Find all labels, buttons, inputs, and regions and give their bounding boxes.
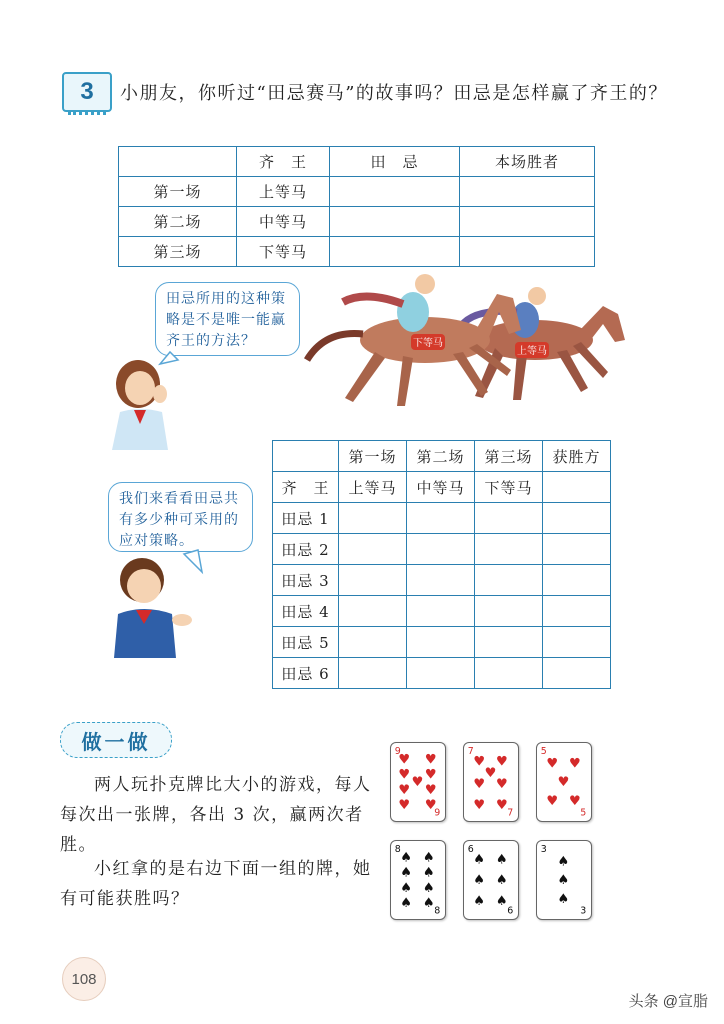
- table-cell: [475, 627, 543, 658]
- card-rank: 9: [394, 746, 401, 758]
- table-cell: 中等马: [237, 207, 330, 237]
- table-cell: [543, 472, 611, 503]
- table-cell: [475, 534, 543, 565]
- spade-pip-icon: ♠: [557, 892, 570, 908]
- table-cell: [543, 503, 611, 534]
- heart-pip-icon: ♥: [495, 777, 508, 793]
- spade-pip-icon: ♠: [400, 895, 413, 911]
- table-cell: 第一场: [119, 177, 237, 207]
- table-cell: [407, 658, 475, 689]
- heart-pip-icon: ♥: [398, 767, 411, 783]
- table-cell: [330, 237, 460, 267]
- heart-pip-icon: ♥: [424, 782, 437, 798]
- table-row: [119, 207, 595, 237]
- table-cell: 上等马: [237, 177, 330, 207]
- heart-pip-icon: ♥: [473, 754, 486, 770]
- spade-pip-icon: ♠: [422, 865, 435, 881]
- header-cell: 田 忌: [330, 147, 460, 177]
- spade-pip-icon: ♠: [422, 850, 435, 866]
- table-cell: [339, 658, 407, 689]
- header-cell: [119, 147, 237, 177]
- heart-pip-icon: ♥: [495, 797, 508, 813]
- spade-pip-icon: ♠: [495, 894, 508, 910]
- match-table-header: [119, 147, 595, 177]
- playing-card-heart-5: [536, 742, 592, 822]
- table-cell: [543, 658, 611, 689]
- match-table: [118, 146, 595, 267]
- table-cell: 下等马: [475, 472, 543, 503]
- card-rank: 7: [507, 807, 514, 819]
- table-row: [273, 534, 611, 565]
- activity-tag: 做一做: [60, 722, 172, 758]
- card-rank: 6: [467, 844, 474, 856]
- table-cell: 田忌 3: [273, 565, 339, 596]
- speech-bubble-boy: 我们来看看田忌共有多少种可采用的应对策略。: [108, 482, 253, 552]
- heart-pip-icon: ♥: [546, 794, 559, 810]
- spade-pip-icon: ♠: [495, 852, 508, 868]
- strategy-table-header: [273, 441, 611, 472]
- table-cell: 田忌 2: [273, 534, 339, 565]
- header-cell: [273, 441, 339, 472]
- table-row: [273, 472, 611, 503]
- header-cell: 获胜方: [543, 441, 611, 472]
- table-cell: [407, 534, 475, 565]
- speech-bubble-girl: 田忌所用的这种策略是不是唯一能赢齐王的方法？: [155, 282, 300, 356]
- table-cell: 齐 王: [273, 472, 339, 503]
- spade-pip-icon: ♠: [557, 854, 570, 870]
- spade-pip-icon: ♠: [473, 852, 486, 868]
- playing-card-spade-3: [536, 840, 592, 920]
- heart-pip-icon: ♥: [473, 797, 486, 813]
- card-rank: 9: [434, 807, 441, 819]
- heart-pip-icon: ♥: [398, 752, 411, 768]
- heart-pip-icon: ♥: [568, 794, 581, 810]
- table-cell: [330, 207, 460, 237]
- table-row: [119, 177, 595, 207]
- playing-card-spade-6: [463, 840, 519, 920]
- watermark: 头条 @宣脂: [628, 993, 708, 1010]
- table-cell: [475, 565, 543, 596]
- card-rank: 3: [540, 844, 547, 856]
- table-cell: [339, 596, 407, 627]
- table-row: [273, 627, 611, 658]
- table-cell: [339, 565, 407, 596]
- table-cell: 下等马: [237, 237, 330, 267]
- girl-illustration: [100, 350, 190, 450]
- table-cell: [475, 658, 543, 689]
- table-row: [273, 658, 611, 689]
- table-row: [273, 503, 611, 534]
- heart-pip-icon: ♥: [424, 767, 437, 783]
- table-cell: [339, 534, 407, 565]
- spade-pip-icon: ♠: [473, 873, 486, 889]
- heart-pip-icon: ♥: [473, 777, 486, 793]
- table-cell: [460, 207, 595, 237]
- table-cell: [543, 596, 611, 627]
- spade-pip-icon: ♠: [400, 850, 413, 866]
- spade-pip-icon: ♠: [422, 880, 435, 896]
- heart-pip-icon: ♥: [568, 756, 581, 772]
- horse-label-left: 下等马: [413, 338, 443, 349]
- table-cell: 田忌 1: [273, 503, 339, 534]
- card-rank: 7: [467, 746, 474, 758]
- activity-paragraph-1: 两人玩扑克牌比大小的游戏，每人每次出一张牌，各出 3 次，赢两次者胜。: [60, 775, 372, 855]
- table-cell: [460, 177, 595, 207]
- table-cell: [407, 503, 475, 534]
- table-cell: [339, 503, 407, 534]
- card-rank: 5: [540, 746, 547, 758]
- heart-pip-icon: ♥: [398, 782, 411, 798]
- spade-pip-icon: ♠: [495, 873, 508, 889]
- table-cell: [475, 596, 543, 627]
- playing-card-heart-7: [463, 742, 519, 822]
- table-cell: [407, 565, 475, 596]
- table-cell: 田忌 6: [273, 658, 339, 689]
- table-cell: 第三场: [119, 237, 237, 267]
- card-rank: 6: [507, 905, 514, 917]
- heart-pip-icon: ♥: [495, 754, 508, 770]
- header-cell: 第三场: [475, 441, 543, 472]
- table-cell: [543, 627, 611, 658]
- card-rank: 8: [434, 905, 441, 917]
- table-row: [273, 565, 611, 596]
- heart-pip-icon: ♥: [424, 752, 437, 768]
- problem-number: 3: [80, 78, 94, 105]
- heart-pip-icon: ♥: [484, 765, 497, 781]
- table-cell: 上等马: [339, 472, 407, 503]
- table-cell: [407, 596, 475, 627]
- playing-cards: [390, 742, 610, 922]
- card-rank: 8: [394, 844, 401, 856]
- boy-illustration: [106, 548, 206, 658]
- problem-text: 小朋友，你听过“田忌赛马”的故事吗？田忌是怎样赢了齐王的？: [120, 83, 668, 104]
- heart-pip-icon: ♥: [411, 775, 424, 791]
- card-rank: 3: [580, 905, 587, 917]
- table-cell: 田忌 4: [273, 596, 339, 627]
- header-cell: 第二场: [407, 441, 475, 472]
- playing-card-heart-9: [390, 742, 446, 822]
- activity-paragraph-2: 小红拿的是右边下面一组的牌，她有可能获胜吗？: [60, 859, 372, 909]
- table-cell: 第二场: [119, 207, 237, 237]
- spade-pip-icon: ♠: [400, 865, 413, 881]
- header-cell: 齐 王: [237, 147, 330, 177]
- header-cell: 本场胜者: [460, 147, 595, 177]
- page-number: 108: [62, 957, 106, 1001]
- table-cell: [475, 503, 543, 534]
- table-cell: [407, 627, 475, 658]
- table-row: [119, 237, 595, 267]
- heart-pip-icon: ♥: [398, 797, 411, 813]
- header-cell: 第一场: [339, 441, 407, 472]
- table-cell: [460, 237, 595, 267]
- heart-pip-icon: ♥: [546, 756, 559, 772]
- table-row: [273, 596, 611, 627]
- table-cell: [339, 627, 407, 658]
- table-cell: [543, 565, 611, 596]
- horse-race-illustration: [285, 268, 635, 418]
- spade-pip-icon: ♠: [557, 873, 570, 889]
- playing-card-spade-8: [390, 840, 446, 920]
- table-cell: 中等马: [407, 472, 475, 503]
- spade-pip-icon: ♠: [422, 895, 435, 911]
- heart-pip-icon: ♥: [424, 797, 437, 813]
- spade-pip-icon: ♠: [473, 894, 486, 910]
- table-cell: [543, 534, 611, 565]
- table-cell: [330, 177, 460, 207]
- spade-pip-icon: ♠: [400, 880, 413, 896]
- problem-number-badge: [62, 72, 112, 112]
- heart-pip-icon: ♥: [557, 775, 570, 791]
- strategy-table: [272, 440, 611, 689]
- table-cell: 田忌 5: [273, 627, 339, 658]
- horse-label-right: 上等马: [517, 346, 547, 357]
- card-rank: 5: [580, 807, 587, 819]
